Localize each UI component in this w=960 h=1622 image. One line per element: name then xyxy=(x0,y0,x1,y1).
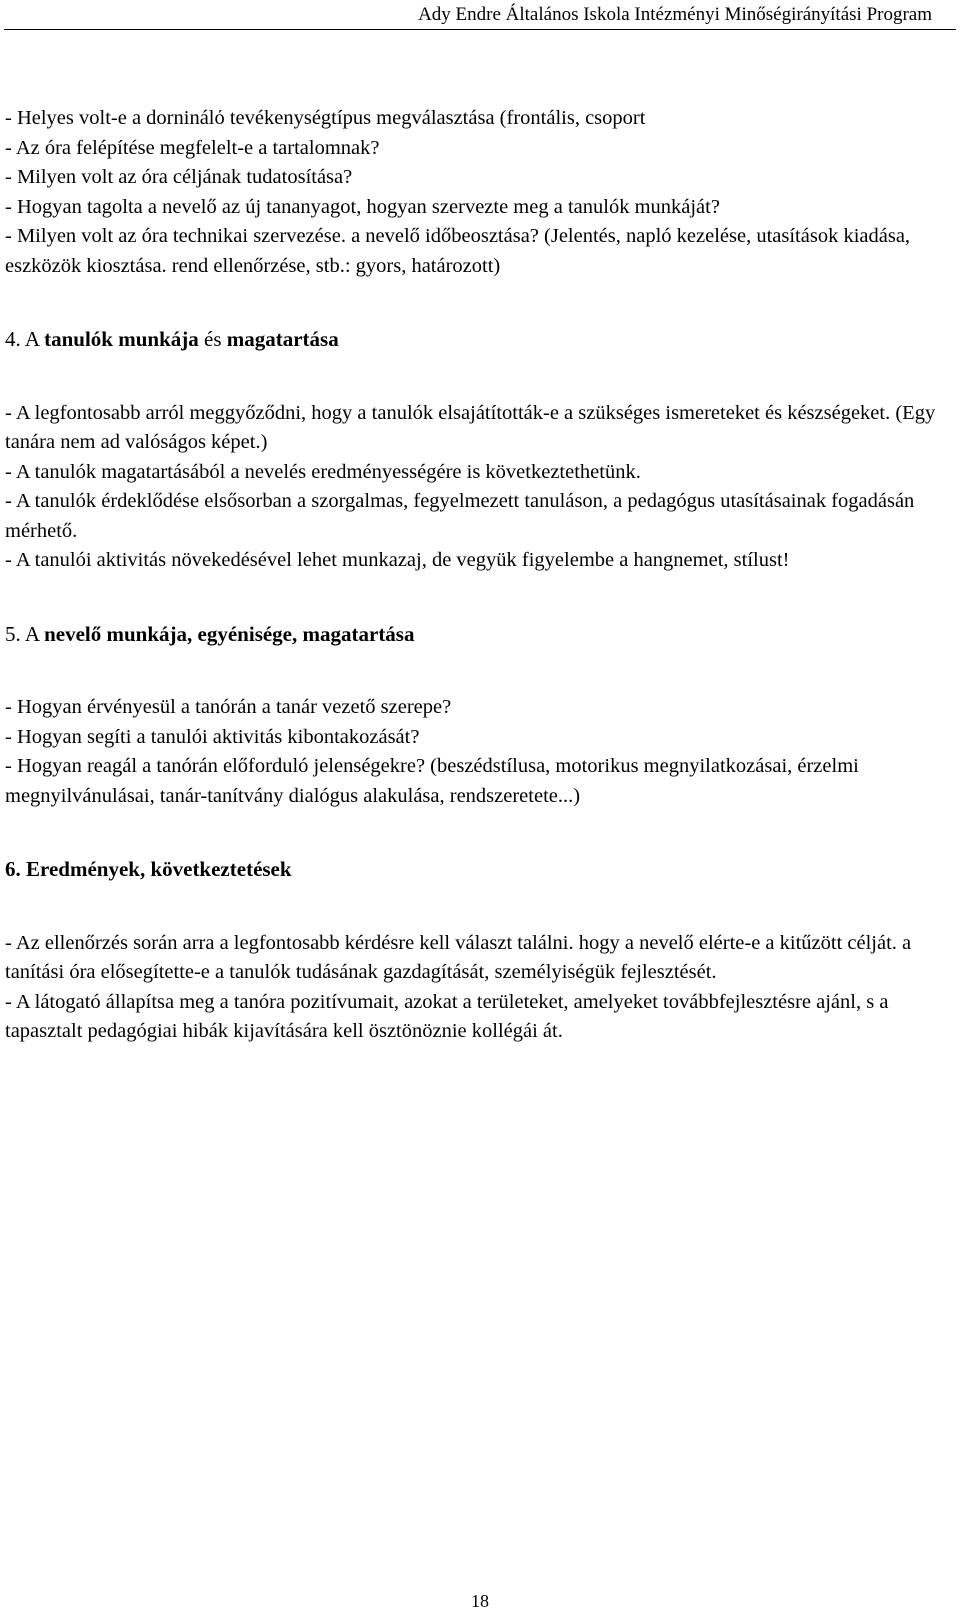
section-6-title: 6. Eredmények, következtetések xyxy=(5,857,292,881)
section-4-item: - A tanulói aktivitás növekedésével lehet munkazaj, de vegyük figyelembe a hangnemet, stílust! xyxy=(5,549,790,571)
spacer xyxy=(5,885,953,929)
section-4-item: - A tanulók érdeklődése elsősorban a szorgalmas, fegyelmezett tanuláson, a pedagógus utasításainak fogadásán mérhető. xyxy=(5,490,915,542)
section-5-item: - Hogyan érvényesül a tanórán a tanár vezető szerepe? xyxy=(5,696,452,718)
section-5-heading xyxy=(5,620,953,650)
intro-line: - Hogyan tagolta a nevelő az új tananyagot, hogyan szervezte meg a tanulók munkáját? xyxy=(5,195,720,218)
section-6-item: - A látogató állapítsa meg a tanóra pozitívumait, azokat a területeket, amelyeket továbbfejlesztésre ajánl, s a tapasztalt pedagógiai hibák kijavítására kell ösztönöznie kollégái át. xyxy=(5,990,889,1042)
header-rule xyxy=(4,29,956,30)
header-title: Ady Endre Általános Iskola Intézményi Minőségirányítási Program xyxy=(418,4,932,25)
section-5-number: 5. xyxy=(5,621,21,646)
section-6-item: - Az ellenőrzés során arra a legfontosabb kérdésre kell választ találni. hogy a nevelő elérte-e a kitűzött célját. a tanítási óra elősegítette-e a tanulók tudásának gazdagítását, személyiségük fejlesztését. xyxy=(5,931,912,983)
document-body xyxy=(5,104,953,1047)
section-4-item: - A legfontosabb arról meggyőződni, hogy a tanulók elsajátították-e a szükséges ismereteket és készségeket. (Egy tanára nem ad valóságos képet.) xyxy=(5,401,936,453)
section-4-bold: tanulók munkája xyxy=(44,327,199,351)
section-5-bold: nevelő munkája, egyénisége, magatartása xyxy=(44,621,415,646)
spacer xyxy=(5,355,953,399)
spacer xyxy=(5,576,953,620)
page-header xyxy=(0,0,960,34)
page-number: 18 xyxy=(471,1591,489,1611)
section-5-item: - Hogyan reagál a tanórán előforduló jelenségekre? (beszédstílusa, motorikus megnyilatkozásai, érzelmi megnyilvánulásai, tanár-tanítvány dialógus alakulása, rendszeretete...) xyxy=(5,755,859,807)
intro-line: - Helyes volt-e a dorninálό tevékenységtípus megválasztása (frontális, csoport xyxy=(5,107,646,129)
section-4-item: - A tanulók magatartásából a nevelés eredményességére is következtethetünk. xyxy=(5,460,641,483)
spacer xyxy=(5,649,953,693)
section-4-bold: magatartása xyxy=(226,327,339,351)
section-4-number: 4. xyxy=(5,327,21,351)
intro-line: - Az óra felépítése megfelelt-e a tartalomnak? xyxy=(5,136,380,159)
section-4-heading xyxy=(5,325,953,355)
section-4-word: A xyxy=(24,327,39,351)
spacer xyxy=(5,811,953,855)
section-4-word: és xyxy=(204,327,222,351)
section-5-item: - Hogyan segíti a tanulói aktivitás kibontakozását? xyxy=(5,725,420,748)
spacer xyxy=(5,281,953,325)
intro-line: - Milyen volt az óra technikai szervezése. a nevelő időbeosztása? (Jelentés, napló kezelése, utasítások kiadása, eszközök kiosztása. rend ellenőrzése, stb.: gyors, határozott) xyxy=(5,225,911,277)
intro-line: - Milyen volt az óra céljának tudatosítása? xyxy=(5,166,353,188)
section-5-word: A xyxy=(24,621,39,646)
section-6-heading xyxy=(5,855,953,885)
